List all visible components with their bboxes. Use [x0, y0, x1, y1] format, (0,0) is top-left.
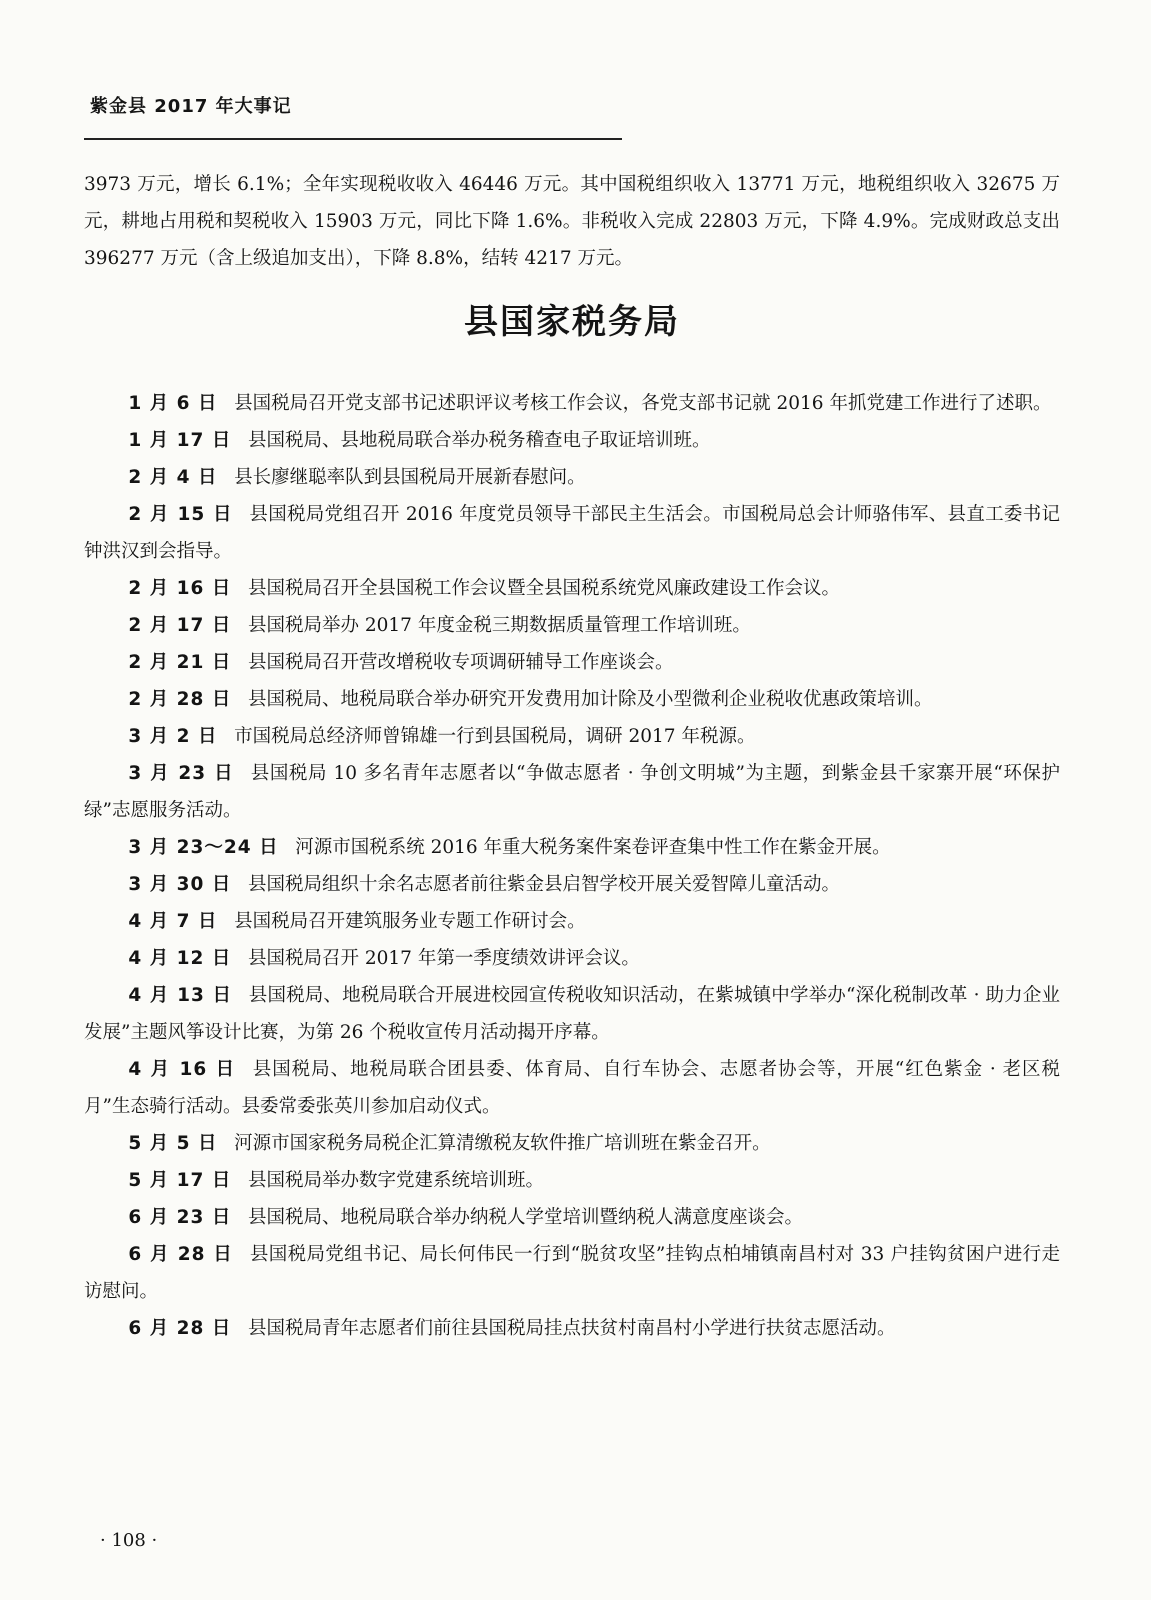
event-date: 5 月 5 日 [128, 1133, 218, 1154]
event-entry [84, 644, 1060, 681]
event-date: 2 月 16 日 [128, 578, 232, 599]
event-entry [84, 903, 1060, 940]
event-text: 县国税局举办 2017 年度金税三期数据质量管理工作培训班。 [247, 615, 751, 636]
event-text: 县国税局 10 多名青年志愿者以“争做志愿者 · 争创文明城”为主题，到紫金县千家寨开展“环保护绿”志愿服务活动。 [84, 763, 1060, 821]
event-entry [84, 422, 1060, 459]
event-text: 县国税局召开营改增税收专项调研辅导工作座谈会。 [247, 652, 674, 673]
header-rule [84, 138, 622, 140]
event-date: 1 月 17 日 [128, 430, 232, 451]
event-date: 3 月 30 日 [128, 874, 232, 895]
running-header: 紫金县 2017 年大事记 [90, 96, 292, 117]
event-entry [84, 866, 1060, 903]
event-date: 6 月 28 日 [128, 1244, 234, 1265]
event-text: 县国税局、地税局联合开展进校园宣传税收知识活动，在紫城镇中学举办“深化税制改革 · 助力企业发展”主题风筝设计比赛，为第 26 个税收宣传月活动揭开序幕。 [84, 985, 1060, 1043]
event-date: 2 月 21 日 [128, 652, 232, 673]
event-entry [84, 1162, 1060, 1199]
event-entry [84, 496, 1060, 570]
event-date: 2 月 15 日 [128, 504, 233, 525]
event-date: 3 月 23～24 日 [128, 837, 279, 858]
event-entry [84, 607, 1060, 644]
event-text: 县国税局党组召开 2016 年度党员领导干部民主生活会。市国税局总会计师骆伟军、县直工委书记钟洪汉到会指导。 [84, 504, 1060, 562]
event-entry [84, 681, 1060, 718]
event-entry [84, 940, 1060, 977]
event-entry [84, 1310, 1060, 1347]
event-text: 河源市国税系统 2016 年重大税务案件案卷评查集中性工作在紫金开展。 [295, 837, 891, 858]
event-entry [84, 1236, 1060, 1310]
event-date: 2 月 28 日 [128, 689, 232, 710]
event-date: 4 月 16 日 [128, 1059, 237, 1080]
event-date: 4 月 13 日 [128, 985, 233, 1006]
event-entry [84, 570, 1060, 607]
event-date: 2 月 4 日 [128, 467, 218, 488]
event-text: 县长廖继聪率队到县国税局开展新春慰问。 [234, 467, 586, 488]
event-date: 6 月 23 日 [128, 1207, 232, 1228]
event-entry [84, 1199, 1060, 1236]
event-text: 县国税局举办数字党建系统培训班。 [247, 1170, 544, 1191]
event-date: 4 月 12 日 [128, 948, 232, 969]
event-text: 县国税局组织十余名志愿者前往紫金县启智学校开展关爱智障儿童活动。 [247, 874, 840, 895]
event-date: 2 月 17 日 [128, 615, 232, 636]
page-number: · 108 · [100, 1530, 158, 1551]
event-date: 5 月 17 日 [128, 1170, 232, 1191]
event-text: 县国税局党组书记、局长何伟民一行到“脱贫攻坚”挂钩点柏埔镇南昌村对 33 户挂钩贫困户进行走访慰问。 [84, 1244, 1060, 1302]
event-text: 县国税局召开 2017 年第一季度绩效讲评会议。 [247, 948, 640, 969]
event-text: 县国税局、地税局联合举办纳税人学堂培训暨纳税人满意度座谈会。 [247, 1207, 803, 1228]
intro-paragraph: 3973 万元，增长 6.1%；全年实现税收收入 46446 万元。其中国税组织收入 13771 万元，地税组织收入 32675 万元，耕地占用税和契税收入 15903 万元，同比下降 1.6%。非税收入完成 22803 万元，下降 4.9%。完成财政总支出 396277 万元（含上级追加支出），下降 8.8%，结转 4217 万元。 [84, 174, 1060, 269]
event-date: 4 月 7 日 [128, 911, 218, 932]
event-entry [84, 755, 1060, 829]
section-title: 县国家税务局 [464, 302, 680, 342]
event-text: 县国税局、县地税局联合举办税务稽查电子取证培训班。 [247, 430, 711, 451]
event-text: 市国税局总经济师曾锦雄一行到县国税局，调研 2017 年税源。 [234, 726, 756, 747]
event-entry [84, 829, 1060, 866]
event-text: 河源市国家税务局税企汇算清缴税友软件推广培训班在紫金召开。 [234, 1133, 771, 1154]
event-text: 县国税局青年志愿者们前往县国税局挂点扶贫村南昌村小学进行扶贫志愿活动。 [247, 1318, 896, 1339]
event-text: 县国税局、地税局联合团县委、体育局、自行车协会、志愿者协会等，开展“红色紫金 · 老区税月”生态骑行活动。县委常委张英川参加启动仪式。 [84, 1059, 1060, 1117]
event-entry [84, 459, 1060, 496]
event-text: 县国税局、地税局联合举办研究开发费用加计除及小型微利企业税收优惠政策培训。 [247, 689, 933, 710]
event-date: 3 月 2 日 [128, 726, 218, 747]
event-date: 3 月 23 日 [128, 763, 235, 784]
event-entry [84, 385, 1060, 422]
event-text: 县国税局召开全县国税工作会议暨全县国税系统党风廉政建设工作会议。 [247, 578, 840, 599]
event-date: 1 月 6 日 [128, 393, 218, 414]
event-date: 6 月 28 日 [128, 1318, 232, 1339]
event-text: 县国税局召开建筑服务业专题工作研讨会。 [234, 911, 586, 932]
event-entry [84, 1125, 1060, 1162]
event-list [84, 385, 1060, 1347]
event-text: 县国税局召开党支部书记述职评议考核工作会议，各党支部书记就 2016 年抓党建工作进行了述职。 [234, 393, 1052, 414]
page-content [84, 166, 1060, 1347]
event-entry [84, 718, 1060, 755]
event-entry [84, 977, 1060, 1051]
event-entry [84, 1051, 1060, 1125]
